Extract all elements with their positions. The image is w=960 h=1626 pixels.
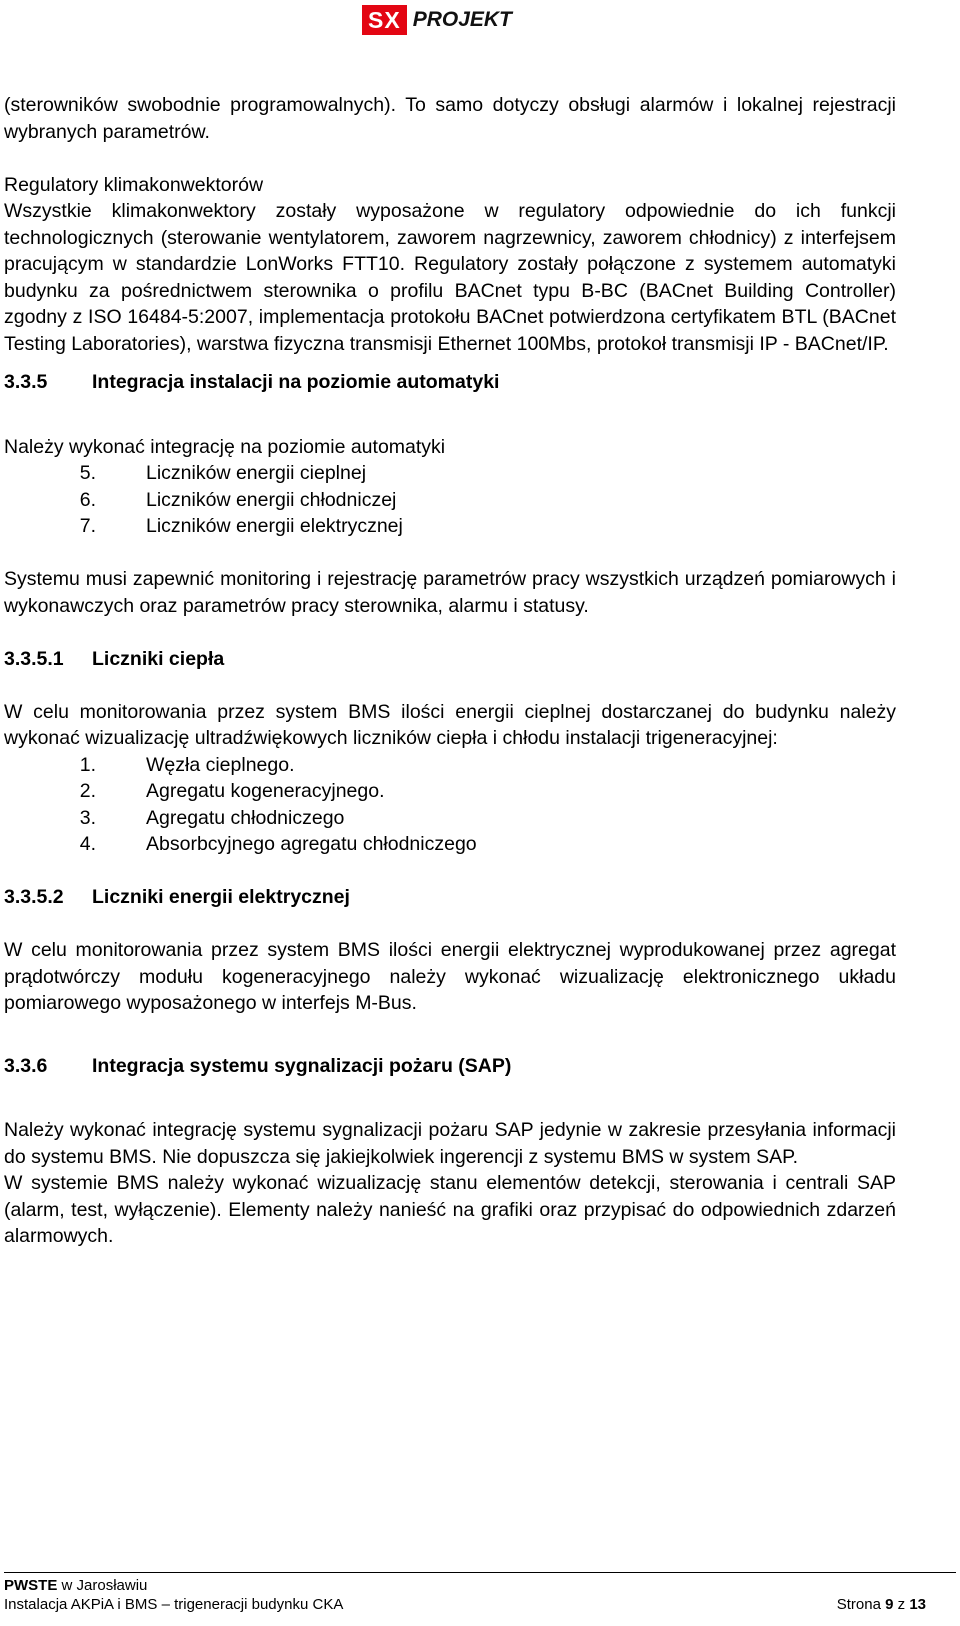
list-item: 5. Liczników energii cieplnej bbox=[79, 462, 367, 484]
section-number: 3.3.5.1 bbox=[4, 647, 64, 670]
meter-list bbox=[4, 460, 896, 540]
page-footer bbox=[4, 1572, 956, 1614]
company-logo bbox=[362, 5, 512, 35]
list-item: 6. Liczników energii chłodniczej bbox=[79, 488, 397, 511]
section-title: Liczniki energii elektrycznej bbox=[92, 886, 350, 908]
logo-sx-mark: SX bbox=[362, 5, 407, 35]
paragraph-fire-alarm-visualization: W systemie BMS należy wykonać wizualizację stanu elementów detekcji, sterowania i centrali SAP (alarm, test, wyłączenie). Elementy należy nanieść na grafiki oraz przypisać do odpowiednich zdarzeń alarmowych. bbox=[4, 1172, 896, 1247]
list-item: 1. Węzła cieplnego. bbox=[79, 753, 295, 776]
section-title: Integracja instalacji na poziomie automatyki bbox=[92, 371, 500, 393]
paragraph-fire-alarm: Należy wykonać integrację systemu sygnalizacji pożaru SAP jedynie w zakresie przesyłania informacji do systemu BMS. Nie dopuszcza się jakiejkolwiek ingerencji z systemu BMS w system SAP. bbox=[4, 1119, 896, 1168]
list-item: 2. Agregatu kogeneracyjnego. bbox=[79, 780, 385, 802]
list-item: 4. Absorbcyjnego agregatu chłodniczego bbox=[79, 833, 477, 855]
paragraph-fan-coil: Wszystkie klimakonwektory zostały wyposażone w regulatory odpowiednie do ich funkcji technologicznych (sterowanie wentylatorem, zaworem nagrzewnicy, zaworem chłodnicy) z interfejsem pracującym w standardzie LonWorks FTT10. Regulatory zostały połączone z systemem automatyki budynku za pośrednictwem sterownika o profilu BACnet typu B-BC (BACnet Building Controller) zgodny z ISO 16484-5:2007, implementacja protokołu BACnet potwierdzona certyfikatem BTL (BACnet Testing Laboratories), warstwa fizyczna transmisji Ethernet 100Mbs, protokoł transmisji IP - BACnet/IP. bbox=[4, 200, 896, 355]
subheading-fan-coil-controllers: Regulatory klimakonwektorów bbox=[4, 173, 264, 196]
heat-meter-list bbox=[4, 752, 896, 858]
section-number: 3.3.5 bbox=[4, 371, 48, 393]
paragraph-continuation: (sterowników swobodnie programowalnych). To samo dotyczy obsługi alarmów i lokalnej rejestracji wybranych parametrów. bbox=[4, 94, 896, 143]
section-title: Integracja systemu sygnalizacji pożaru (SAP) bbox=[92, 1054, 512, 1077]
section-intro: Należy wykonać integrację na poziomie automatyki bbox=[4, 435, 446, 458]
section-heading-3-3-5 bbox=[4, 369, 896, 396]
section-title: Liczniki ciepła bbox=[92, 647, 225, 670]
section-heading-3-3-5-2 bbox=[4, 884, 896, 911]
document-body bbox=[4, 92, 896, 1250]
section-number: 3.3.6 bbox=[4, 1054, 48, 1077]
list-item: 3. Agregatu chłodniczego bbox=[79, 806, 345, 829]
paragraph-monitoring: Systemu musi zapewnić monitoring i rejestrację parametrów pracy wszystkich urządzeń pomiarowych i wykonawczych oraz parametrów pracy sterownika, alarmu i statusy. bbox=[4, 568, 896, 617]
list-item: 7. Liczników energii elektrycznej bbox=[79, 515, 403, 537]
footer-page-number: Strona 9 z 13 bbox=[836, 1596, 926, 1613]
logo-projekt-text: PROJEKT bbox=[412, 8, 512, 31]
paragraph-heat-meters: W celu monitorowania przez system BMS ilości energii cieplnej dostarczanej do budynku należy wykonać wizualizację ultradźwiękowych liczników ciepła i chłodu instalacji trigeneracyjnej: bbox=[4, 700, 896, 749]
section-number: 3.3.5.2 bbox=[4, 886, 64, 908]
section-heading-3-3-5-1 bbox=[4, 646, 896, 673]
footer-document-title: Instalacja AKPiA i BMS – trigeneracji budynku CKA bbox=[4, 1596, 344, 1613]
section-heading-3-3-6 bbox=[4, 1053, 896, 1080]
paragraph-electric-meters: W celu monitorowania przez system BMS ilości energii elektrycznej wyprodukowanej przez agregat prądotwórczy modułu kogeneracyjnego należy wykonać wizualizację elektronicznego układu pomiarowego wyposażonego w interfejs M-Bus. bbox=[4, 939, 896, 1014]
footer-organization: PWSTE w Jarosławiu bbox=[4, 1577, 148, 1594]
